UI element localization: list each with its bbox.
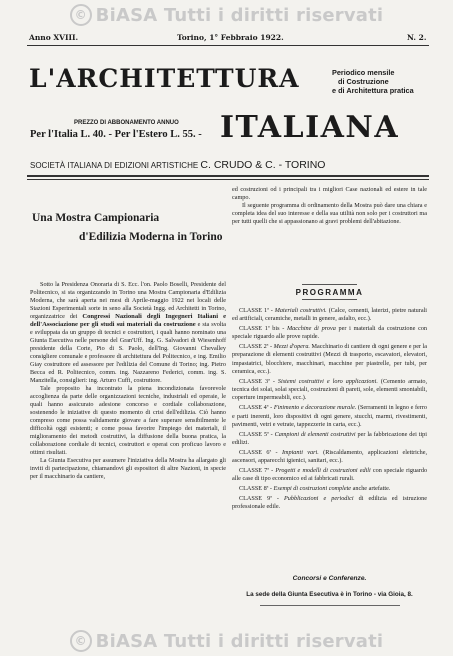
class-title: Finimento e decorazione murale. xyxy=(273,404,357,412)
class-label: CLASSE 6ª - xyxy=(239,448,278,456)
class-text: Macchinario di cantiere di ogni genere e per la preparazione di elementi costruttivi (Mezzi di trasporto, escavatori, elevatori, impastatrici, blocchiere, macchinari, macchine per piastrelle, per tubi, per ceramica, ecc.). xyxy=(232,343,428,376)
class-text: (Calce, cementi, laterizi, pietre naturali ed artificiali, ceramiche, metalli in genere, asfalto, ecc.). xyxy=(232,307,428,323)
programma-list xyxy=(232,307,427,513)
class-text: anche artefatte. xyxy=(352,484,391,492)
watermark-text: BiASA Tutti i diritti riservati xyxy=(95,631,384,652)
programma-item xyxy=(232,485,427,493)
price-heading: PREZZO DI ABBONAMENTO ANNUO xyxy=(74,120,179,126)
paragraph: Il seguente programma di ordinamento della Mostra può dare una chiara e completa idea del suo interesse e della sua utilità non solo per i costruttori ma per tutti quelli che si appassionano ai gravi problemi dell'abitazione. xyxy=(232,202,427,226)
programma-item xyxy=(232,343,427,376)
header-rule xyxy=(27,45,429,46)
article-right-column xyxy=(232,186,427,226)
paragraph: Tale proposito ha incontrato la piena incondizionata favorevole accoglienza da parte delle organizzazioni tecniche, industriali ed operaie, le quali hanno assicurato adesione concorso e cordiale collaborazione, sostenendo le iniziative di questo momento di crisi dell'edilizia. Ciò hanno compreso come possa validamente giovare a fare superare sensibilmente le difficoltà oggi esistenti; e come possa favorire l'impiego dei materiali, il miglioramento dei metodi costruttivi, la diffusione della buona pratica, la collaborazione cordiale di tecnici, costruttori e operai con proficuo lavoro e ottimi risultati. xyxy=(30,385,226,457)
masthead-rule-thin xyxy=(27,179,429,180)
publisher-line xyxy=(30,159,429,171)
class-label: CLASSE 5ª - xyxy=(239,430,273,438)
programma-item xyxy=(232,495,427,512)
paragraph: Sotto la Presidenza Onoraria di S. Ecc. l'on. Paolo Boselli, Presidente del Politecnico, si sta organizzando in Torino una Mostra Campionaria d'Edilizia Moderna, che sarà aperta nei mesi di Aprile-maggio 1922 nei locali delle Stazioni Esperimentali sorte in seno alla Società Ingg. ed Architetti in Torino, organizzatrice dei xyxy=(30,281,226,321)
class-label: CLASSE 1ª bis - xyxy=(239,325,285,333)
paragraph-bold: Congressi Nazionali degli Ingegneri Italiani e dell'Associazione per gli studi sui materiali da costruzione xyxy=(30,313,226,329)
class-text: (Serramenti in legno e ferro e parti inerenti, loro dispositivi di ogni genere, stucchi, marmi, rivestimenti, pavimenti, vetri e vetrate, tappezzerie in carta, ecc.). xyxy=(232,404,427,428)
masthead-title-line1: L'ARCHITETTURA xyxy=(29,64,300,93)
class-label: CLASSE 8ª - xyxy=(239,484,272,492)
class-label: CLASSE 9ª - xyxy=(239,494,279,502)
programma-item xyxy=(232,378,427,403)
article-left-column xyxy=(30,281,226,481)
class-label: CLASSE 4ª - xyxy=(239,404,273,412)
copyright-icon: © xyxy=(70,630,92,652)
concorsi-heading: Concorsi e Conferenze. xyxy=(292,575,367,582)
watermark-text: BiASA Tutti i diritti riservati xyxy=(95,5,384,26)
class-title: Impianti vari. xyxy=(281,448,319,456)
end-rule xyxy=(260,605,400,606)
class-label: CLASSE 2ª - xyxy=(239,343,273,351)
programma-item xyxy=(232,449,427,466)
class-text: di edilizia ed istruzione professionale edile. xyxy=(232,494,428,511)
watermark-top xyxy=(0,4,453,26)
subscription-price: Per l'Italia L. 40. - Per l'Estero L. 55. - xyxy=(30,129,202,140)
class-text: (Cemento armato, tecnica dei solai, solai speciali, costruzioni di pareti, sole, elementi smontabili, coperture impermeabili, ecc.). xyxy=(232,377,428,402)
publisher-firm: C. CRUDO & C. - TORINO xyxy=(200,159,326,171)
sede-note: La sede della Giunta Esecutiva è in Torino - via Gioia, 8. xyxy=(246,591,413,598)
class-title: Progetti e modelli di costruzioni edili xyxy=(275,466,371,474)
programma-rule-bottom xyxy=(302,299,357,300)
programma-item xyxy=(232,431,427,448)
class-title: Mezzi d'opera. xyxy=(273,343,310,351)
programma-item xyxy=(232,325,427,342)
class-label: CLASSE 1ª - xyxy=(239,307,273,314)
class-title: Pubblicazioni e periodici xyxy=(284,494,354,502)
class-title: Esempi di costruzioni complete xyxy=(273,484,352,492)
class-title: Campioni di elementi costruttivi xyxy=(274,430,356,438)
issue-number: N. 2. xyxy=(407,33,427,42)
paragraph: ed costruzioni od i principali tra i migliori Case nazionali ed estere in tale campo. xyxy=(232,186,427,202)
programma-heading: PROGRAMMA xyxy=(295,288,364,297)
programma-item xyxy=(232,404,427,429)
article-title-line2: d'Edilizia Moderna in Torino xyxy=(79,231,223,243)
periodic-line3: e di Architettura pratica xyxy=(332,86,414,95)
article-title-line1: Una Mostra Campionaria xyxy=(32,212,160,224)
programma-item xyxy=(232,307,427,324)
watermark-bottom xyxy=(0,630,453,652)
class-title: Sistemi costruttivi e loro applicazioni. xyxy=(277,377,378,385)
copyright-icon: © xyxy=(70,4,92,26)
periodic-line1: Periodico mensile xyxy=(332,68,395,77)
class-text: con speciale riguardo alle case di tipo economico ed ai fabbricati rurali. xyxy=(232,466,428,483)
paragraph: La Giunta Esecutiva per assumere l'iniziativa della Mostra ha allargato gli inviti di partecipazione, chiamandovi gli espositori di altre Nazioni, in specie per il macchinario da cantiere, xyxy=(30,457,226,481)
periodic-info xyxy=(332,68,414,95)
dateline: Torino, 1° Febbraio 1922. xyxy=(177,33,284,42)
class-label: CLASSE 3ª - xyxy=(239,377,275,385)
class-title: Materiali costruttivi. xyxy=(274,307,327,314)
masthead-title-line2: ITALIANA xyxy=(220,110,400,145)
paragraph: e sta svolta e sviluppata da un gruppo di tecnici e costruttori, i quali hanno nominato una Giunta Esecutiva nelle persone del Gran'Uff. Ing. G. Salvadori di Wiesenhoff presidente della Corte, Pio di S. Paolo, dell'Ing. Giovanni Chevalley consigliere comunale e professore di architettura del Politecnico, e ing. Emilio Giay costruttore ed assessore per l'edilizia del Comune di Torino; ing. Pietro Becca ed R. Politecnico, comm. ing. Nazzareno Federici, comm. ing. S. Manzitella, consiglieri: ing. Arturo Cuffi, costruttore. xyxy=(30,321,227,385)
class-title: Macchine di prova xyxy=(286,325,336,333)
periodic-line2: di Costruzione xyxy=(338,77,389,86)
class-text: per i materiali da costruzione con speciale riguardo alle prove rapide. xyxy=(232,325,428,341)
class-text: (Riscaldamento, applicazioni elettriche, ascensori, apparecchi igienici, sanitari, ecc.). xyxy=(232,448,428,465)
programma-rule-top xyxy=(302,284,357,285)
masthead-rule-thick xyxy=(27,175,429,177)
class-label: CLASSE 7ª - xyxy=(239,466,274,474)
volume-label: Anno XVIII. xyxy=(29,33,79,42)
publisher-name: SOCIETÀ ITALIANA DI EDIZIONI ARTISTICHE xyxy=(30,161,199,170)
programma-item xyxy=(232,467,427,484)
class-text: per la fabbricazione dei tipi edilizi. xyxy=(232,430,427,446)
